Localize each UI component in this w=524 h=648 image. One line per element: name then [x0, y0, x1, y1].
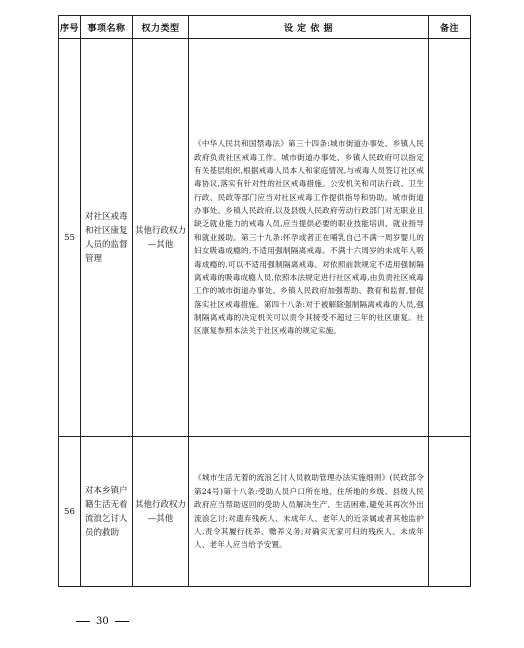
item-name: 对本乡镇户籍生活无着流浪乞讨人员的救助 [81, 437, 133, 587]
item-name: 对社区戒毒和社区康复人员的监督管理 [81, 39, 133, 437]
row-number: 56 [59, 437, 81, 587]
header-no: 序号 [59, 16, 81, 39]
table-header-row [59, 16, 471, 39]
legal-basis: 《中华人民共和国禁毒法》第三十四条:城市街道办事处、乡镇人民政府负责社区戒毒工作。城市街道办事处、乡镇人民政府可以指定有关基层组织,根据戒毒人员本人和家庭情况,与戒毒人员签订社区戒毒协议,落实有针对性的社区戒毒措施。公安机关和司法行政、卫生行政、民政等部门应当对社区戒毒工作提供指导和协助。城市街道办事处、乡镇人民政府,以及县级人民政府劳动行政部门对无职业且缺乏就业能力的戒毒人员,应当提供必要的职业技能培训、就业指导和就业援助。第三十九条:怀孕或者正在哺乳自己不满一周岁婴儿的妇女吸毒成瘾的,不适用强制隔离戒毒。不满十六周岁的未成年人吸毒成瘾的,可以不适用强制隔离戒毒。对依照前款规定不适用强制隔离戒毒的吸毒成瘾人员,依照本法规定进行社区戒毒,由负责社区戒毒工作的城市街道办事处、乡镇人民政府加强帮助、教育和监督,督促落实社区戒毒措施。第四十八条:对于被解除强制隔离戒毒的人员,强制隔离戒毒的决定机关可以责令其接受不超过三年的社区康复。社区康复参照本法关于社区戒毒的规定实施。 [189, 39, 429, 437]
power-type: 其他行政权力—其他 [133, 437, 189, 587]
page-number: 30 [96, 616, 109, 627]
header-note: 备注 [429, 16, 471, 39]
remark [429, 437, 471, 587]
power-list-table [58, 15, 471, 587]
header-name: 事项名称 [81, 16, 133, 39]
row-number: 55 [59, 39, 81, 437]
table-row [59, 437, 471, 587]
header-basis: 设 定 依 据 [189, 16, 429, 39]
legal-basis: 《城市生活无着的流浪乞讨人员救助管理办法实施细则》(民政部令第24号)第十八条:受助人员户口所在地、住所地的乡级、县级人民政府应当帮助返回的受助人员解决生产、生活困难,避免其再次外出流浪乞讨;对遗弃残疾人、未成年人、老年人的近亲属或者其他监护人,责令其履行抚养、赡养义务;对确实无家可归的残疾人、未成年人、老年人应当给予安置。 [189, 437, 429, 587]
header-type: 权力类型 [133, 16, 189, 39]
footer-dash-left [76, 621, 90, 622]
power-type: 其他行政权力—其他 [133, 39, 189, 437]
footer-dash-right [115, 621, 129, 622]
table-row [59, 39, 471, 437]
page-footer [70, 616, 135, 627]
remark [429, 39, 471, 437]
